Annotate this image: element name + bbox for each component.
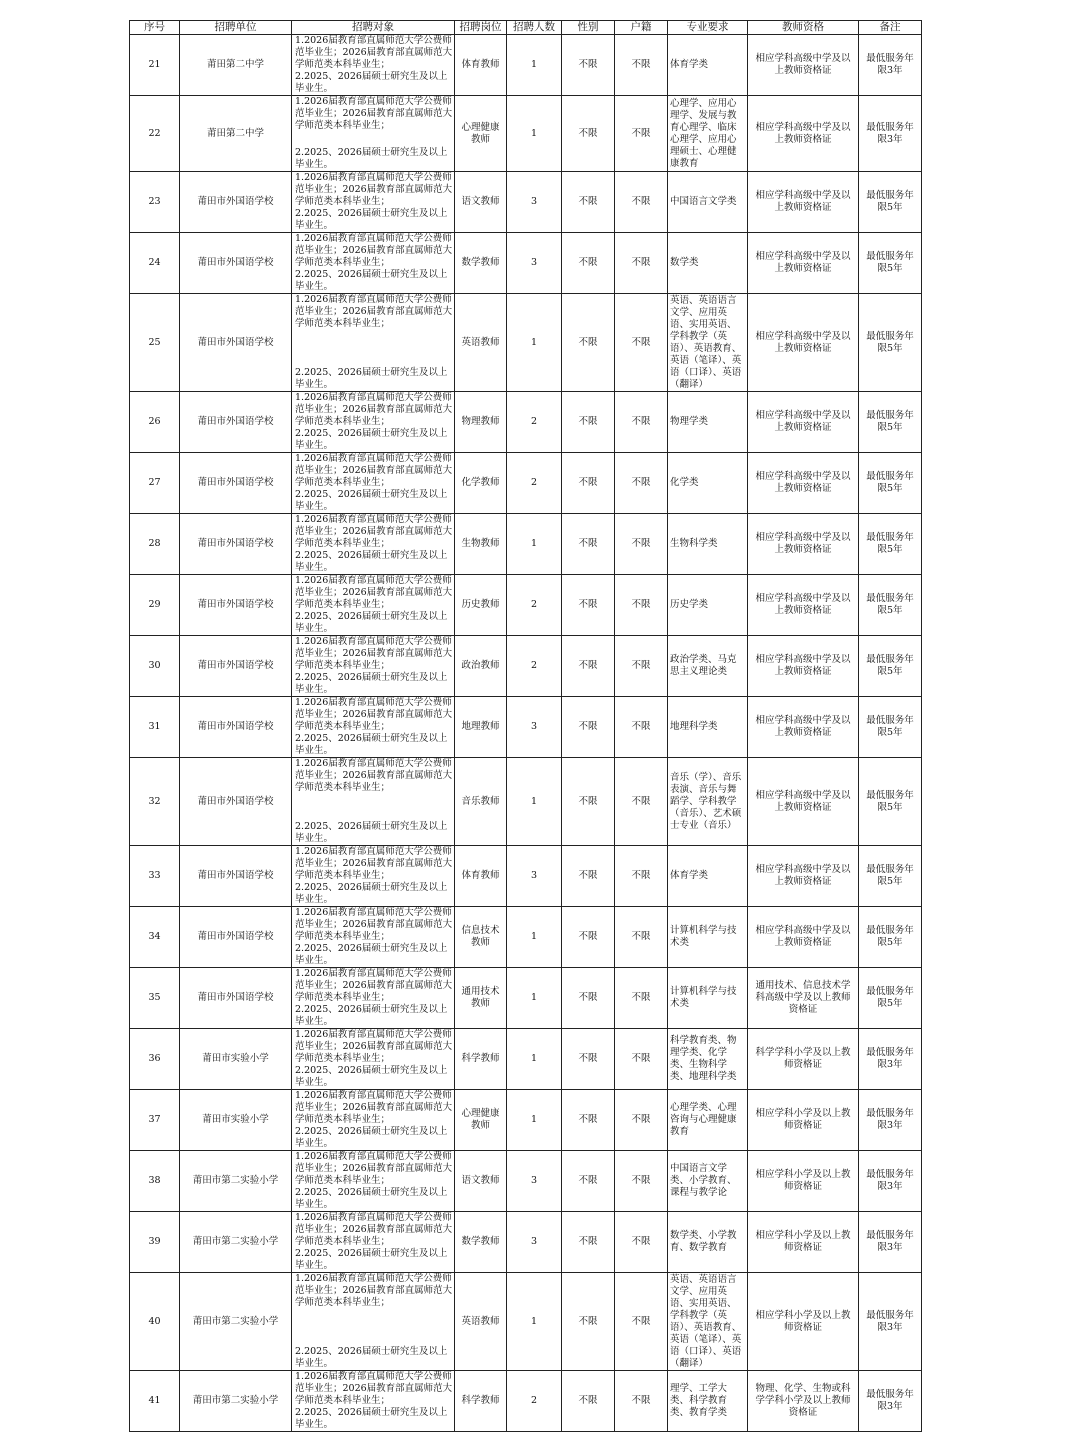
- table-row: [130, 35, 922, 96]
- table-row: [130, 233, 922, 294]
- recruitment-sheet: [129, 20, 921, 1432]
- cell-hukou: 不限: [615, 392, 668, 453]
- target-part-1: 1.2026届教育部直属师范大学公费师范毕业生；2026届教育部直属师范大学师范类本科毕业生；: [295, 907, 453, 942]
- cell-post: 数学教师: [455, 233, 507, 294]
- target-part-2: 2.2025、2026届硕士研究生及以上毕业生。: [295, 733, 448, 756]
- cell-unit: 莆田第二中学: [180, 35, 292, 96]
- cell-target: [292, 1371, 455, 1432]
- cell-post: 语文教师: [455, 1151, 507, 1212]
- table-row: [130, 758, 922, 846]
- cell-qualification: 相应学科高级中学及以上教师资格证: [748, 575, 859, 636]
- cell-note: 最低服务年限5年: [859, 907, 922, 968]
- cell-unit: 莆田市外国语学校: [180, 453, 292, 514]
- header-note: 备注: [859, 21, 922, 35]
- header-count: 招聘人数: [507, 21, 562, 35]
- cell-post: 化学教师: [455, 453, 507, 514]
- cell-target: [292, 172, 455, 233]
- cell-note: 最低服务年限5年: [859, 968, 922, 1029]
- target-part-1: 1.2026届教育部直属师范大学公费师范毕业生；2026届教育部直属师范大学师范类本科毕业生；: [295, 1151, 453, 1186]
- cell-unit: 莆田市外国语学校: [180, 697, 292, 758]
- cell-hukou: 不限: [615, 96, 668, 172]
- target-part-2: 2.2025、2026届硕士研究生及以上毕业生。: [295, 882, 448, 905]
- cell-qualification: 相应学科高级中学及以上教师资格证: [748, 697, 859, 758]
- cell-gender: 不限: [562, 1029, 615, 1090]
- cell-count: 1: [507, 1090, 562, 1151]
- cell-note: 最低服务年限5年: [859, 636, 922, 697]
- cell-note: 最低服务年限5年: [859, 575, 922, 636]
- target-part-1: 1.2026届教育部直属师范大学公费师范毕业生；2026届教育部直属师范大学师范类本科毕业生；: [295, 1212, 453, 1247]
- cell-count: 2: [507, 453, 562, 514]
- cell-target: [292, 294, 455, 392]
- cell-qualification: 相应学科高级中学及以上教师资格证: [748, 907, 859, 968]
- cell-post: 数学教师: [455, 1212, 507, 1273]
- cell-gender: 不限: [562, 453, 615, 514]
- cell-unit: 莆田市外国语学校: [180, 907, 292, 968]
- cell-count: 1: [507, 758, 562, 846]
- cell-major: 中国语言文学类: [668, 172, 748, 233]
- cell-hukou: 不限: [615, 846, 668, 907]
- cell-major: 数学类、小学教育、数学教育: [668, 1212, 748, 1273]
- cell-qualification: 相应学科高级中学及以上教师资格证: [748, 233, 859, 294]
- cell-major: 化学类: [668, 453, 748, 514]
- target-part-2: 2.2025、2026届硕士研究生及以上毕业生。: [295, 672, 448, 695]
- target-part-1: 1.2026届教育部直属师范大学公费师范毕业生；2026届教育部直属师范大学师范类本科毕业生；: [295, 1273, 453, 1308]
- cell-unit: 莆田市外国语学校: [180, 636, 292, 697]
- table-row: [130, 907, 922, 968]
- cell-unit: 莆田市外国语学校: [180, 968, 292, 1029]
- cell-unit: 莆田市第二实验小学: [180, 1273, 292, 1371]
- cell-hukou: 不限: [615, 35, 668, 96]
- cell-note: 最低服务年限5年: [859, 233, 922, 294]
- target-part-1: 1.2026届教育部直属师范大学公费师范毕业生；2026届教育部直属师范大学师范类本科毕业生；: [295, 96, 453, 131]
- cell-hukou: 不限: [615, 968, 668, 1029]
- table-row: [130, 172, 922, 233]
- header-seq: 序号: [130, 21, 180, 35]
- cell-note: 最低服务年限5年: [859, 697, 922, 758]
- cell-note: 最低服务年限3年: [859, 1212, 922, 1273]
- cell-hukou: 不限: [615, 1090, 668, 1151]
- cell-unit: 莆田市外国语学校: [180, 233, 292, 294]
- table-row: [130, 968, 922, 1029]
- cell-major: 心理学类、心理咨询与心理健康教育: [668, 1090, 748, 1151]
- cell-post: 心理健康教师: [455, 96, 507, 172]
- cell-unit: 莆田市外国语学校: [180, 514, 292, 575]
- header-major: 专业要求: [668, 21, 748, 35]
- cell-gender: 不限: [562, 514, 615, 575]
- cell-note: 最低服务年限5年: [859, 172, 922, 233]
- table-row: [130, 1090, 922, 1151]
- table-row: [130, 1273, 922, 1371]
- cell-hukou: 不限: [615, 1151, 668, 1212]
- cell-seq: 27: [130, 453, 180, 514]
- table-row: [130, 1029, 922, 1090]
- cell-gender: 不限: [562, 1212, 615, 1273]
- cell-post: 语文教师: [455, 172, 507, 233]
- cell-major: 物理学类: [668, 392, 748, 453]
- cell-count: 2: [507, 392, 562, 453]
- header-qualification: 教师资格: [748, 21, 859, 35]
- cell-post: 历史教师: [455, 575, 507, 636]
- cell-major: 科学教育类、物理学类、化学类、生物科学类、地理科学类: [668, 1029, 748, 1090]
- cell-qualification: 相应学科高级中学及以上教师资格证: [748, 758, 859, 846]
- cell-gender: 不限: [562, 1371, 615, 1432]
- cell-seq: 37: [130, 1090, 180, 1151]
- cell-major: 体育学类: [668, 35, 748, 96]
- table-row: [130, 846, 922, 907]
- cell-unit: 莆田市第二实验小学: [180, 1212, 292, 1273]
- cell-unit: 莆田市实验小学: [180, 1029, 292, 1090]
- cell-major: 生物科学类: [668, 514, 748, 575]
- table-row: [130, 514, 922, 575]
- cell-note: 最低服务年限3年: [859, 1151, 922, 1212]
- cell-qualification: 相应学科高级中学及以上教师资格证: [748, 294, 859, 392]
- cell-gender: 不限: [562, 172, 615, 233]
- cell-qualification: 相应学科高级中学及以上教师资格证: [748, 514, 859, 575]
- cell-seq: 39: [130, 1212, 180, 1273]
- cell-count: 3: [507, 697, 562, 758]
- cell-target: [292, 636, 455, 697]
- cell-seq: 24: [130, 233, 180, 294]
- header-post: 招聘岗位: [455, 21, 507, 35]
- cell-note: 最低服务年限3年: [859, 1273, 922, 1371]
- cell-gender: 不限: [562, 907, 615, 968]
- cell-hukou: 不限: [615, 907, 668, 968]
- cell-post: 科学教师: [455, 1371, 507, 1432]
- target-part-1: 1.2026届教育部直属师范大学公费师范毕业生；2026届教育部直属师范大学师范类本科毕业生；: [295, 697, 453, 732]
- cell-qualification: 相应学科高级中学及以上教师资格证: [748, 846, 859, 907]
- target-part-1: 1.2026届教育部直属师范大学公费师范毕业生；2026届教育部直属师范大学师范类本科毕业生；: [295, 233, 453, 268]
- cell-note: 最低服务年限5年: [859, 758, 922, 846]
- cell-gender: 不限: [562, 758, 615, 846]
- cell-major: 音乐（学）、音乐表演、音乐与舞蹈学、学科教学（音乐）、艺术硕士专业（音乐）: [668, 758, 748, 846]
- cell-note: 最低服务年限3年: [859, 1029, 922, 1090]
- cell-note: 最低服务年限5年: [859, 514, 922, 575]
- cell-seq: 29: [130, 575, 180, 636]
- cell-post: 地理教师: [455, 697, 507, 758]
- cell-qualification: 相应学科小学及以上教师资格证: [748, 1151, 859, 1212]
- cell-gender: 不限: [562, 233, 615, 294]
- cell-target: [292, 697, 455, 758]
- header-row: [130, 21, 922, 35]
- cell-seq: 36: [130, 1029, 180, 1090]
- cell-major: 中国语言文学类、小学教育、课程与教学论: [668, 1151, 748, 1212]
- cell-count: 2: [507, 1371, 562, 1432]
- cell-major: 计算机科学与技术类: [668, 968, 748, 1029]
- cell-unit: 莆田市外国语学校: [180, 294, 292, 392]
- table-row: [130, 392, 922, 453]
- cell-seq: 41: [130, 1371, 180, 1432]
- cell-note: 最低服务年限3年: [859, 1371, 922, 1432]
- cell-hukou: 不限: [615, 636, 668, 697]
- cell-major: 历史学类: [668, 575, 748, 636]
- cell-count: 3: [507, 846, 562, 907]
- target-part-2: 2.2025、2026届硕士研究生及以上毕业生。: [295, 208, 448, 231]
- cell-count: 1: [507, 35, 562, 96]
- cell-post: 科学教师: [455, 1029, 507, 1090]
- cell-target: [292, 575, 455, 636]
- cell-count: 1: [507, 1029, 562, 1090]
- cell-hukou: 不限: [615, 697, 668, 758]
- cell-hukou: 不限: [615, 575, 668, 636]
- cell-gender: 不限: [562, 1273, 615, 1371]
- target-part-2: 2.2025、2026届硕士研究生及以上毕业生。: [295, 611, 448, 634]
- cell-unit: 莆田市第二实验小学: [180, 1371, 292, 1432]
- cell-seq: 28: [130, 514, 180, 575]
- cell-hukou: 不限: [615, 1273, 668, 1371]
- target-part-1: 1.2026届教育部直属师范大学公费师范毕业生；2026届教育部直属师范大学师范类本科毕业生；: [295, 758, 453, 793]
- cell-seq: 21: [130, 35, 180, 96]
- cell-target: [292, 968, 455, 1029]
- cell-target: [292, 1273, 455, 1371]
- header-unit: 招聘单位: [180, 21, 292, 35]
- cell-qualification: 相应学科高级中学及以上教师资格证: [748, 636, 859, 697]
- target-part-2: 2.2025、2026届硕士研究生及以上毕业生。: [295, 821, 448, 844]
- cell-unit: 莆田市外国语学校: [180, 392, 292, 453]
- cell-gender: 不限: [562, 968, 615, 1029]
- target-part-1: 1.2026届教育部直属师范大学公费师范毕业生；2026届教育部直属师范大学师范类本科毕业生；: [295, 968, 453, 1003]
- cell-seq: 22: [130, 96, 180, 172]
- table-row: [130, 1371, 922, 1432]
- cell-target: [292, 1212, 455, 1273]
- cell-qualification: 相应学科小学及以上教师资格证: [748, 1273, 859, 1371]
- cell-major: 数学类: [668, 233, 748, 294]
- cell-post: 心理健康教师: [455, 1090, 507, 1151]
- header-gender: 性别: [562, 21, 615, 35]
- recruitment-table: [129, 20, 922, 1432]
- table-row: [130, 1151, 922, 1212]
- cell-seq: 30: [130, 636, 180, 697]
- target-part-1: 1.2026届教育部直属师范大学公费师范毕业生；2026届教育部直属师范大学师范类本科毕业生；: [295, 392, 453, 427]
- cell-qualification: 通用技术、信息技术学科高级中学及以上教师资格证: [748, 968, 859, 1029]
- cell-qualification: 相应学科高级中学及以上教师资格证: [748, 96, 859, 172]
- cell-count: 2: [507, 636, 562, 697]
- cell-gender: 不限: [562, 35, 615, 96]
- cell-seq: 26: [130, 392, 180, 453]
- cell-major: 政治学类、马克思主义理论类: [668, 636, 748, 697]
- target-part-2: 2.2025、2026届硕士研究生及以上毕业生。: [295, 489, 448, 512]
- target-part-1: 1.2026届教育部直属师范大学公费师范毕业生；2026届教育部直属师范大学师范类本科毕业生；: [295, 172, 453, 207]
- cell-hukou: 不限: [615, 1212, 668, 1273]
- table-row: [130, 636, 922, 697]
- cell-count: 1: [507, 96, 562, 172]
- cell-target: [292, 1151, 455, 1212]
- header-hukou: 户籍: [615, 21, 668, 35]
- cell-hukou: 不限: [615, 294, 668, 392]
- cell-target: [292, 758, 455, 846]
- cell-gender: 不限: [562, 1151, 615, 1212]
- cell-gender: 不限: [562, 1090, 615, 1151]
- cell-note: 最低服务年限5年: [859, 846, 922, 907]
- cell-hukou: 不限: [615, 172, 668, 233]
- cell-post: 体育教师: [455, 35, 507, 96]
- cell-post: 体育教师: [455, 846, 507, 907]
- cell-target: [292, 846, 455, 907]
- cell-count: 3: [507, 1151, 562, 1212]
- cell-post: 物理教师: [455, 392, 507, 453]
- cell-unit: 莆田市外国语学校: [180, 172, 292, 233]
- cell-note: 最低服务年限5年: [859, 453, 922, 514]
- cell-post: 英语教师: [455, 1273, 507, 1371]
- cell-seq: 31: [130, 697, 180, 758]
- cell-target: [292, 907, 455, 968]
- cell-note: 最低服务年限3年: [859, 96, 922, 172]
- cell-qualification: 相应学科高级中学及以上教师资格证: [748, 35, 859, 96]
- cell-qualification: 相应学科高级中学及以上教师资格证: [748, 172, 859, 233]
- target-part-2: 2.2025、2026届硕士研究生及以上毕业生。: [295, 1346, 448, 1369]
- cell-post: 信息技术教师: [455, 907, 507, 968]
- cell-qualification: 相应学科小学及以上教师资格证: [748, 1212, 859, 1273]
- target-part-2: 2.2025、2026届硕士研究生及以上毕业生。: [295, 71, 448, 94]
- cell-note: 最低服务年限3年: [859, 1090, 922, 1151]
- cell-post: 政治教师: [455, 636, 507, 697]
- cell-note: 最低服务年限5年: [859, 294, 922, 392]
- cell-hukou: 不限: [615, 233, 668, 294]
- cell-count: 1: [507, 907, 562, 968]
- cell-count: 2: [507, 575, 562, 636]
- cell-seq: 34: [130, 907, 180, 968]
- cell-count: 3: [507, 233, 562, 294]
- cell-gender: 不限: [562, 575, 615, 636]
- target-part-2: 2.2025、2026届硕士研究生及以上毕业生。: [295, 147, 448, 170]
- cell-major: 地理科学类: [668, 697, 748, 758]
- cell-major: 体育学类: [668, 846, 748, 907]
- cell-count: 3: [507, 1212, 562, 1273]
- cell-qualification: 相应学科小学及以上教师资格证: [748, 1090, 859, 1151]
- cell-qualification: 相应学科高级中学及以上教师资格证: [748, 392, 859, 453]
- cell-qualification: 科学学科小学及以上教师资格证: [748, 1029, 859, 1090]
- target-part-1: 1.2026届教育部直属师范大学公费师范毕业生；2026届教育部直属师范大学师范类本科毕业生；: [295, 846, 453, 881]
- cell-unit: 莆田市外国语学校: [180, 758, 292, 846]
- cell-major: 计算机科学与技术类: [668, 907, 748, 968]
- target-part-1: 1.2026届教育部直属师范大学公费师范毕业生；2026届教育部直属师范大学师范类本科毕业生；: [295, 575, 453, 610]
- table-row: [130, 575, 922, 636]
- cell-seq: 33: [130, 846, 180, 907]
- cell-seq: 40: [130, 1273, 180, 1371]
- cell-target: [292, 233, 455, 294]
- cell-target: [292, 1029, 455, 1090]
- cell-unit: 莆田市外国语学校: [180, 846, 292, 907]
- cell-target: [292, 514, 455, 575]
- target-part-1: 1.2026届教育部直属师范大学公费师范毕业生；2026届教育部直属师范大学师范类本科毕业生；: [295, 636, 453, 671]
- target-part-2: 2.2025、2026届硕士研究生及以上毕业生。: [295, 367, 448, 390]
- target-part-1: 1.2026届教育部直属师范大学公费师范毕业生；2026届教育部直属师范大学师范类本科毕业生；: [295, 1029, 453, 1064]
- header-target: 招聘对象: [292, 21, 455, 35]
- cell-unit: 莆田市外国语学校: [180, 575, 292, 636]
- target-part-2: 2.2025、2026届硕士研究生及以上毕业生。: [295, 550, 448, 573]
- target-part-1: 1.2026届教育部直属师范大学公费师范毕业生；2026届教育部直属师范大学师范类本科毕业生；: [295, 35, 453, 70]
- cell-post: 通用技术教师: [455, 968, 507, 1029]
- cell-gender: 不限: [562, 392, 615, 453]
- target-part-1: 1.2026届教育部直属师范大学公费师范毕业生；2026届教育部直属师范大学师范类本科毕业生；: [295, 453, 453, 488]
- table-row: [130, 294, 922, 392]
- cell-unit: 莆田第二中学: [180, 96, 292, 172]
- cell-major: 心理学、应用心理学、发展与教育心理学、临床心理学、应用心理硕士、心理健康教育: [668, 96, 748, 172]
- target-part-2: 2.2025、2026届硕士研究生及以上毕业生。: [295, 1065, 448, 1088]
- cell-hukou: 不限: [615, 514, 668, 575]
- cell-qualification: 相应学科高级中学及以上教师资格证: [748, 453, 859, 514]
- cell-unit: 莆田市实验小学: [180, 1090, 292, 1151]
- cell-hukou: 不限: [615, 453, 668, 514]
- table-row: [130, 453, 922, 514]
- cell-count: 1: [507, 968, 562, 1029]
- target-part-1: 1.2026届教育部直属师范大学公费师范毕业生；2026届教育部直属师范大学师范类本科毕业生；: [295, 294, 453, 329]
- target-part-2: 2.2025、2026届硕士研究生及以上毕业生。: [295, 1187, 448, 1210]
- cell-seq: 23: [130, 172, 180, 233]
- cell-gender: 不限: [562, 846, 615, 907]
- cell-major: 英语、英语语言文学、应用英语、实用英语、学科教学（英语）、英语教育、英语（笔译）、英语（口译）、英语（翻译）: [668, 294, 748, 392]
- cell-target: [292, 392, 455, 453]
- cell-seq: 32: [130, 758, 180, 846]
- cell-target: [292, 453, 455, 514]
- cell-note: 最低服务年限3年: [859, 35, 922, 96]
- cell-major: 理学、工学大类、科学教育类、教育学类: [668, 1371, 748, 1432]
- cell-seq: 25: [130, 294, 180, 392]
- target-part-1: 1.2026届教育部直属师范大学公费师范毕业生；2026届教育部直属师范大学师范类本科毕业生；: [295, 1371, 453, 1406]
- cell-hukou: 不限: [615, 758, 668, 846]
- target-part-2: 2.2025、2026届硕士研究生及以上毕业生。: [295, 269, 448, 292]
- table-row: [130, 697, 922, 758]
- cell-target: [292, 96, 455, 172]
- cell-hukou: 不限: [615, 1029, 668, 1090]
- target-part-2: 2.2025、2026届硕士研究生及以上毕业生。: [295, 1407, 448, 1430]
- cell-major: 英语、英语语言文学、应用英语、实用英语、学科教学（英语）、英语教育、英语（笔译）、英语（口译）、英语（翻译）: [668, 1273, 748, 1371]
- cell-gender: 不限: [562, 697, 615, 758]
- cell-target: [292, 1090, 455, 1151]
- target-part-1: 1.2026届教育部直属师范大学公费师范毕业生；2026届教育部直属师范大学师范类本科毕业生；: [295, 1090, 453, 1125]
- cell-seq: 38: [130, 1151, 180, 1212]
- target-part-2: 2.2025、2026届硕士研究生及以上毕业生。: [295, 428, 448, 451]
- table-row: [130, 96, 922, 172]
- target-part-2: 2.2025、2026届硕士研究生及以上毕业生。: [295, 1126, 448, 1149]
- cell-count: 3: [507, 172, 562, 233]
- target-part-2: 2.2025、2026届硕士研究生及以上毕业生。: [295, 1248, 448, 1271]
- cell-qualification: 物理、化学、生物或科学学科小学及以上教师资格证: [748, 1371, 859, 1432]
- cell-post: 英语教师: [455, 294, 507, 392]
- cell-gender: 不限: [562, 636, 615, 697]
- cell-count: 1: [507, 514, 562, 575]
- cell-count: 1: [507, 294, 562, 392]
- table-row: [130, 1212, 922, 1273]
- cell-post: 音乐教师: [455, 758, 507, 846]
- cell-note: 最低服务年限5年: [859, 392, 922, 453]
- target-part-1: 1.2026届教育部直属师范大学公费师范毕业生；2026届教育部直属师范大学师范类本科毕业生；: [295, 514, 453, 549]
- cell-seq: 35: [130, 968, 180, 1029]
- cell-hukou: 不限: [615, 1371, 668, 1432]
- target-part-2: 2.2025、2026届硕士研究生及以上毕业生。: [295, 943, 448, 966]
- cell-gender: 不限: [562, 96, 615, 172]
- cell-count: 1: [507, 1273, 562, 1371]
- cell-post: 生物教师: [455, 514, 507, 575]
- cell-target: [292, 35, 455, 96]
- cell-unit: 莆田市第二实验小学: [180, 1151, 292, 1212]
- cell-gender: 不限: [562, 294, 615, 392]
- target-part-2: 2.2025、2026届硕士研究生及以上毕业生。: [295, 1004, 448, 1027]
